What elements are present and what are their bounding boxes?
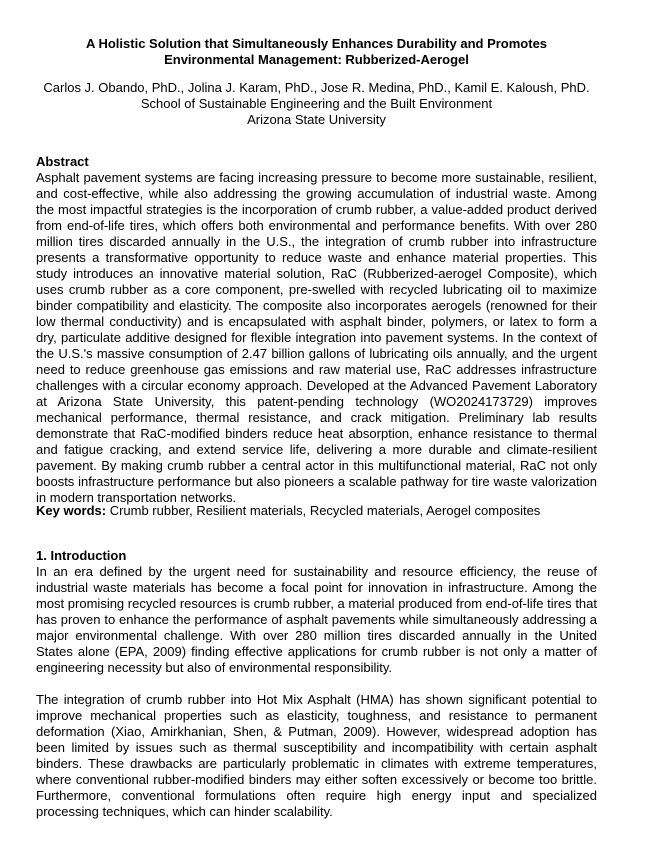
paper-title [36,36,597,68]
introduction-paragraph-2: The integration of crumb rubber into Hot Mix Asphalt (HMA) has shown significant potential to improve mechanical properties such as elasticity, toughness, and resistance to permanent deformation (Xiao, Amirkhanian, Shen, & Putman, 2009). However, widespread adoption has been limited by issues such as thermal susceptibility and incompatibility with certain asphalt binders. These drawbacks are particularly problematic in climates with extreme temperatures, where conventional rubber-modified binders may either soften excessively or become too brittle. Furthermore, conventional formulations often require high energy input and specialized processing techniques, which can hinder scalability. [36,692,597,819]
title-line-2: Environmental Management: Rubberized-Aerogel [164,52,469,67]
affiliation-school: School of Sustainable Engineering and the Built Environment [140,96,493,111]
keywords-label: Key words: [36,503,107,518]
abstract-text: Asphalt pavement systems are facing increasing pressure to become more sustainable, resilient, and cost-effective, while also addressing the growing accumulation of industrial waste. Among the most impactful strategies is the incorporation of crumb rubber, a value-added product derived from end-of-life tires, which offers both environmental and performance benefits. With over 280 million tires discarded annually in the U.S., the integration of crumb rubber into infrastructure presents a transformative opportunity to reduce waste and enhance material properties. This study introduces an innovative material solution, RaC (Rubberized-aerogel Composite), which uses crumb rubber as a core component, pre-swelled with recycled lubricating oil to maximize binder compatibility and elasticity. The composite also incorporates aerogels (renowned for their low thermal conductivity) and is encapsulated with asphalt binder, polymers, or latex to form a dry, particulate additive designed for flexible integration into pavement systems. In the context of the U.S.'s massive consumption of 2.47 billion gallons of lubricating oils annually, and the urgent need to reduce greenhouse gas emissions and raw material use, RaC addresses infrastructure challenges with a circular economy approach. Developed at the Advanced Pavement Laboratory at Arizona State University, this patent-pending technology (WO2024173729) improves mechanical performance, thermal resistance, and crack mitigation. Preliminary lab results demonstrate that RaC-modified binders reduce heat absorption, enhance resistance to thermal and fatigue cracking, and extend service life, delivering a more durable and climate-resilient pavement. By making crumb rubber a central actor in this multifunctional material, RaC not only boosts infrastructure performance but also pioneers a scalable pathway for tire waste valorization in modern transportation networks. [36,170,597,505]
keywords-section [36,503,597,519]
abstract-section [36,154,597,506]
abstract-heading: Abstract [36,154,89,169]
author-names: Carlos J. Obando, PhD., Jolina J. Karam, PhD., Jose R. Medina, PhD., Kamil E. Kaloush, PhD. [43,80,590,95]
author-block [36,80,597,128]
affiliation-university: Arizona State University [247,112,386,127]
introduction-heading: 1. Introduction [36,548,127,563]
introduction-paragraph-1: In an era defined by the urgent need for sustainability and resource efficiency, the reuse of industrial waste materials has become a focal point for innovation in infrastructure. Among the most promising recycled resources is crumb rubber, a material produced from end-of-life tires that has proven to enhance the performance of asphalt pavements while simultaneously addressing a major environmental challenge. With over 280 million tires discarded annually in the United States alone (EPA, 2009) finding effective applications for crumb rubber is not only a matter of engineering necessity but also of environmental responsibility. [36,564,597,675]
keywords-text: Crumb rubber, Resilient materials, Recycled materials, Aerogel composites [106,503,541,518]
introduction-section [36,548,597,820]
title-line-1: A Holistic Solution that Simultaneously Enhances Durability and Promotes [85,36,548,51]
